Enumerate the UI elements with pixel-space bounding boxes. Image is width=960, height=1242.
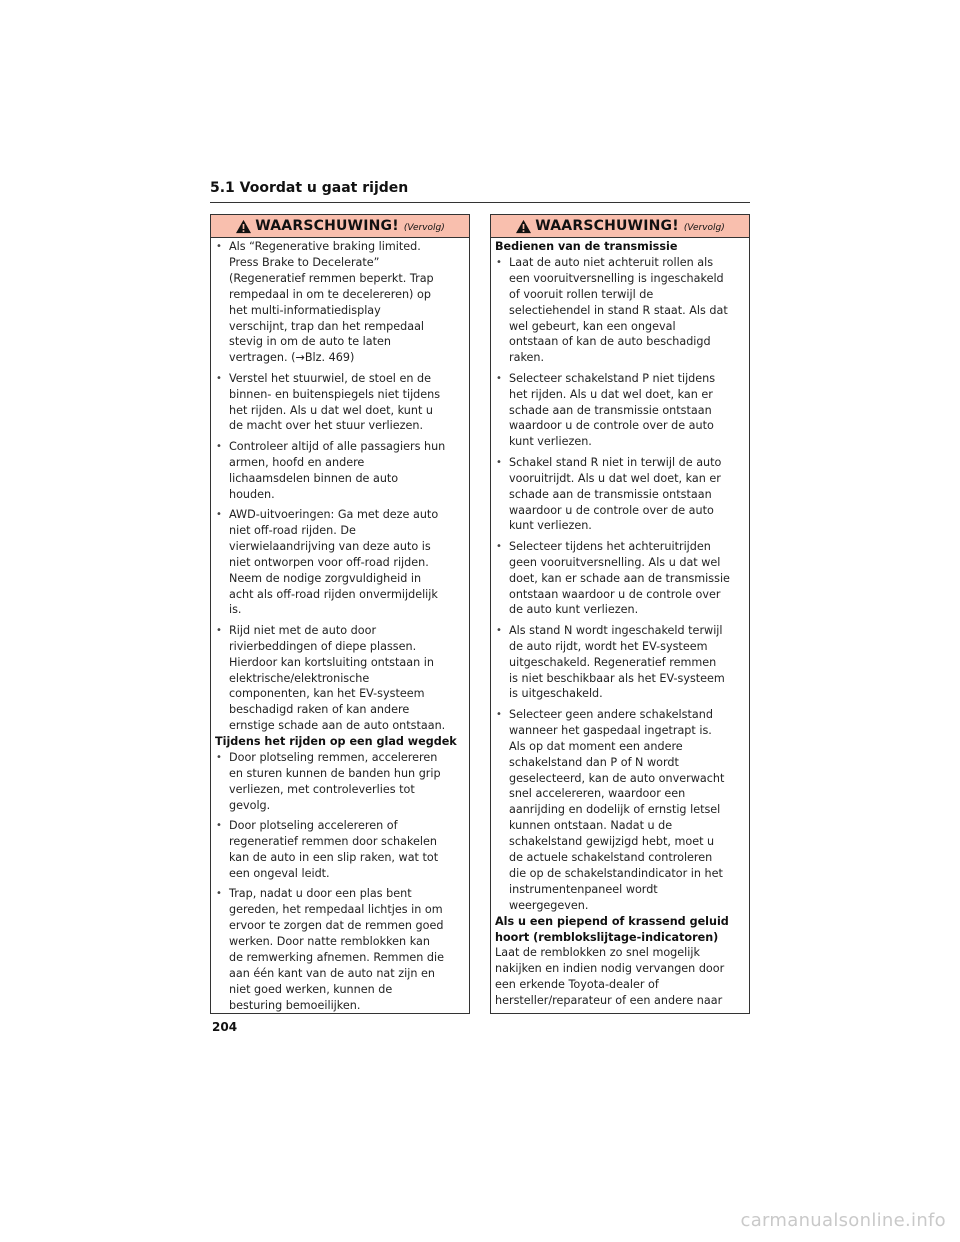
list-item: • Selecteer tijdens het achteruitrijden geen vooruitversnelling. Als u dat wel doet, kan er schade aan de transmissie ontstaan waardoor u de controle over de auto kunt verliezen. — [509, 539, 745, 619]
list-item: • Selecteer schakelstand P niet tijdens het rijden. Als u dat wel doet, kan er schade aan de transmissie ontstaan waardoor u de controle over de auto kunt verliezen. — [509, 371, 745, 451]
warning-content-right — [491, 238, 749, 1009]
page-number: 204 — [212, 1020, 238, 1034]
warning-triangle-icon — [235, 219, 252, 234]
list-item: • Als “Regenerative braking limited. Press Brake to Decelerate” (Regeneratief remmen beperkt. Trap rempedaal in om te decelereren) op het multi-informatiedisplay verschijnt, trap dan het rempedaal stevig in om de auto te laten vertragen. (→Blz. 469) — [229, 239, 465, 366]
list-item: • Controleer altijd of alle passagiers hun armen, hoofd en andere lichaamsdelen binnen de auto houden. — [229, 439, 465, 503]
warning-title: WAARSCHUWING! — [255, 218, 399, 234]
list-item: • Schakel stand R niet in terwijl de auto vooruitrijdt. Als u dat wel doet, kan er schade aan de transmissie ontstaan waardoor u de controle over de auto kunt verliezen. — [509, 455, 745, 535]
list-item: • Rijd niet met de auto door rivierbeddingen of diepe plassen. Hierdoor kan kortsluiting ontstaan in elektrische/elektronische componenten, kan het EV-systeem beschadigd raken of kan andere ernstige schade aan de auto ontstaan. — [229, 623, 465, 734]
warning-continued: (Vervolg) — [403, 222, 445, 233]
list-item: • Selecteer geen andere schakelstand wanneer het gaspedaal ingetrapt is. Als op dat moment een andere schakelstand dan P of N wordt geselecteerd, kan de auto onverwacht snel accelereren, waardoor een aanrijding en dodelijk of ernstig letsel kunnen ontstaan. Nadat u de schakelstand gewijzigd hebt, moet u de actuele schakelstand controleren die op de schakelstandindicator in het instrumentenpaneel wordt weergegeven. — [509, 707, 745, 914]
paragraph: Laat de remblokken zo snel mogelijk nakijken en indien nodig vervangen door een erkende Toyota-dealer of hersteller/reparateur of een andere naar — [495, 946, 725, 1008]
list-item: • Door plotseling remmen, accelereren en sturen kunnen de banden hun grip verliezen, met controleverlies tot gevolg. — [229, 750, 465, 814]
subheading: Bedienen van de transmissie — [495, 240, 678, 253]
warning-header — [491, 215, 749, 238]
list-item: • AWD-uitvoeringen: Ga met deze auto niet off-road rijden. De vierwielaandrijving van deze auto is niet ontworpen voor off-road rijden. Neem de nodige zorgvuldigheid in acht als off-road rijden onvermijdelijk is. — [229, 507, 465, 618]
warning-box-left — [210, 214, 470, 1014]
list-item: • Door plotseling accelereren of regeneratief remmen door schakelen kan de auto in een slip raken, wat tot een ongeval leidt. — [229, 818, 465, 882]
list-item: • Als stand N wordt ingeschakeld terwijl de auto rijdt, wordt het EV-systeem uitgeschakeld. Regeneratief remmen is niet beschikbaar als het EV-systeem is uitgeschakeld. — [509, 623, 745, 703]
warning-content-left — [211, 238, 469, 1014]
subheading: Als u een piepend of krassend geluid hoort (remblokslijtage-indicatoren) — [495, 914, 729, 944]
list-item: • Verstel het stuurwiel, de stoel en de binnen- en buitenspiegels niet tijdens het rijden. Als u dat wel doet, kunt u de macht over het stuur verliezen. — [229, 371, 465, 435]
list-item: • Trap, nadat u door een plas bent gereden, het rempedaal lichtjes in om ervoor te zorgen dat de remmen goed werken. Door natte remblokken kan de remwerking afnemen. Remmen die aan één kant van de auto nat zijn en niet goed werken, kunnen de besturing bemoeilijken. — [229, 886, 465, 1013]
list-item: • Laat de auto niet achteruit rollen als een vooruitversnelling is ingeschakeld of vooruit rollen terwijl de selectiehendel in stand R staat. Als dat wel gebeurt, kan een ongeval ontstaan of kan de auto beschadigd raken. — [509, 255, 745, 366]
subheading: Tijdens het rijden op een glad wegdek — [215, 735, 457, 749]
section-title: 5.1 Voordat u gaat rijden — [210, 180, 750, 203]
warning-triangle-icon — [515, 219, 532, 234]
warning-continued: (Vervolg) — [683, 222, 725, 233]
warning-header — [211, 215, 469, 238]
watermark: carmanualsonline.info — [740, 1210, 946, 1231]
warning-box-right — [490, 214, 750, 1014]
warning-title: WAARSCHUWING! — [535, 218, 679, 234]
